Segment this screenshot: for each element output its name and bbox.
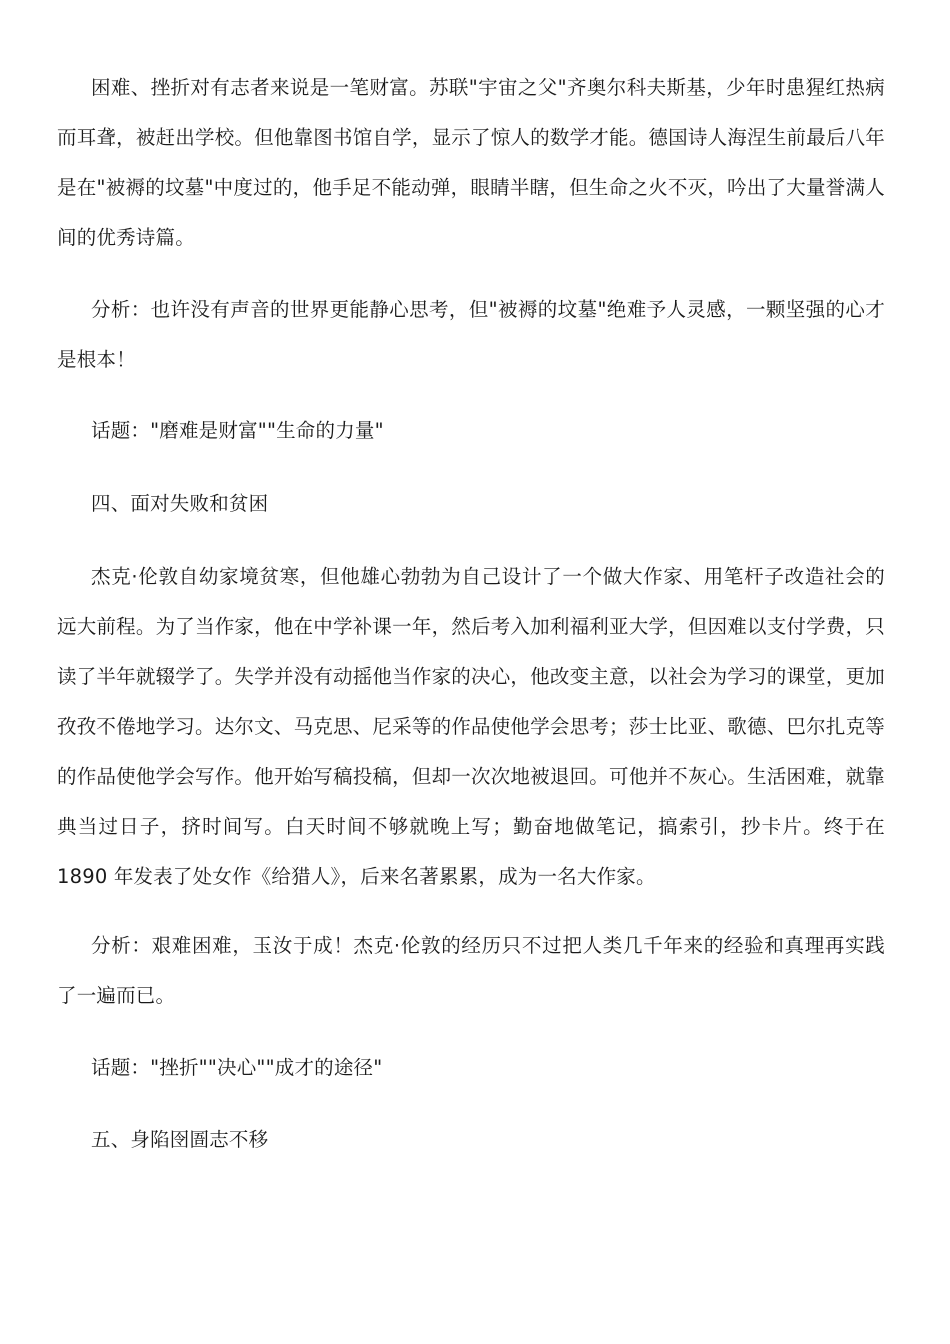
- paragraph-analysis-2: 分析：艰难困难，玉汝于成！杰克·伦敦的经历只不过把人类几千年来的经验和真理再实践了一遍而已。: [57, 934, 885, 1007]
- paragraph-adversity-examples: 困难、挫折对有志者来说是一笔财富。苏联"宇宙之父"齐奥尔科夫斯基，少年时患猩红热病而耳聋，被赶出学校。但他靠图书馆自学，显示了惊人的数学才能。德国诗人海涅生前最后八年是在"被褥的坟墓"中度过的，他手足不能动弹，眼睛半瞎，但生命之火不灭，吟出了大量誉满人间的优秀诗篇。: [57, 76, 885, 249]
- paragraph-analysis-1: 分析：也许没有声音的世界更能静心思考，但"被褥的坟墓"绝难予人灵感，一颗坚强的心才是根本！: [57, 298, 885, 371]
- section-heading-5: 五、身陷囹圄志不移: [91, 1128, 269, 1151]
- paragraph-topic-1: 话题："磨难是财富""生命的力量": [91, 419, 384, 442]
- paragraph-topic-2: 话题："挫折""决心""成才的途径": [91, 1056, 383, 1079]
- paragraph-jack-london: 杰克·伦敦自幼家境贫寒，但他雄心勃勃为自己设计了一个做大作家、用笔杆子改造社会的远大前程。为了当作家，他在中学补课一年，然后考入加利福利亚大学，但因难以支付学费，只读了半年就辍学了。失学并没有动摇他当作家的决心，他改变主意，以社会为学习的课堂，更加孜孜不倦地学习。达尔文、马克思、尼采等的作品使他学会思考；莎士比亚、歌德、巴尔扎克等的作品使他学会写作。他开始写稿投稿，但却一次次地被退回。可他并不灰心。生活困难，就靠典当过日子，挤时间写。白天时间不够就晚上写；勤奋地做笔记，搞索引，抄卡片。终于在 1890 年发表了处女作《给猎人》，后来名著累累，成为一名大作家。: [57, 565, 885, 888]
- section-heading-4: 四、面对失败和贫困: [91, 492, 269, 515]
